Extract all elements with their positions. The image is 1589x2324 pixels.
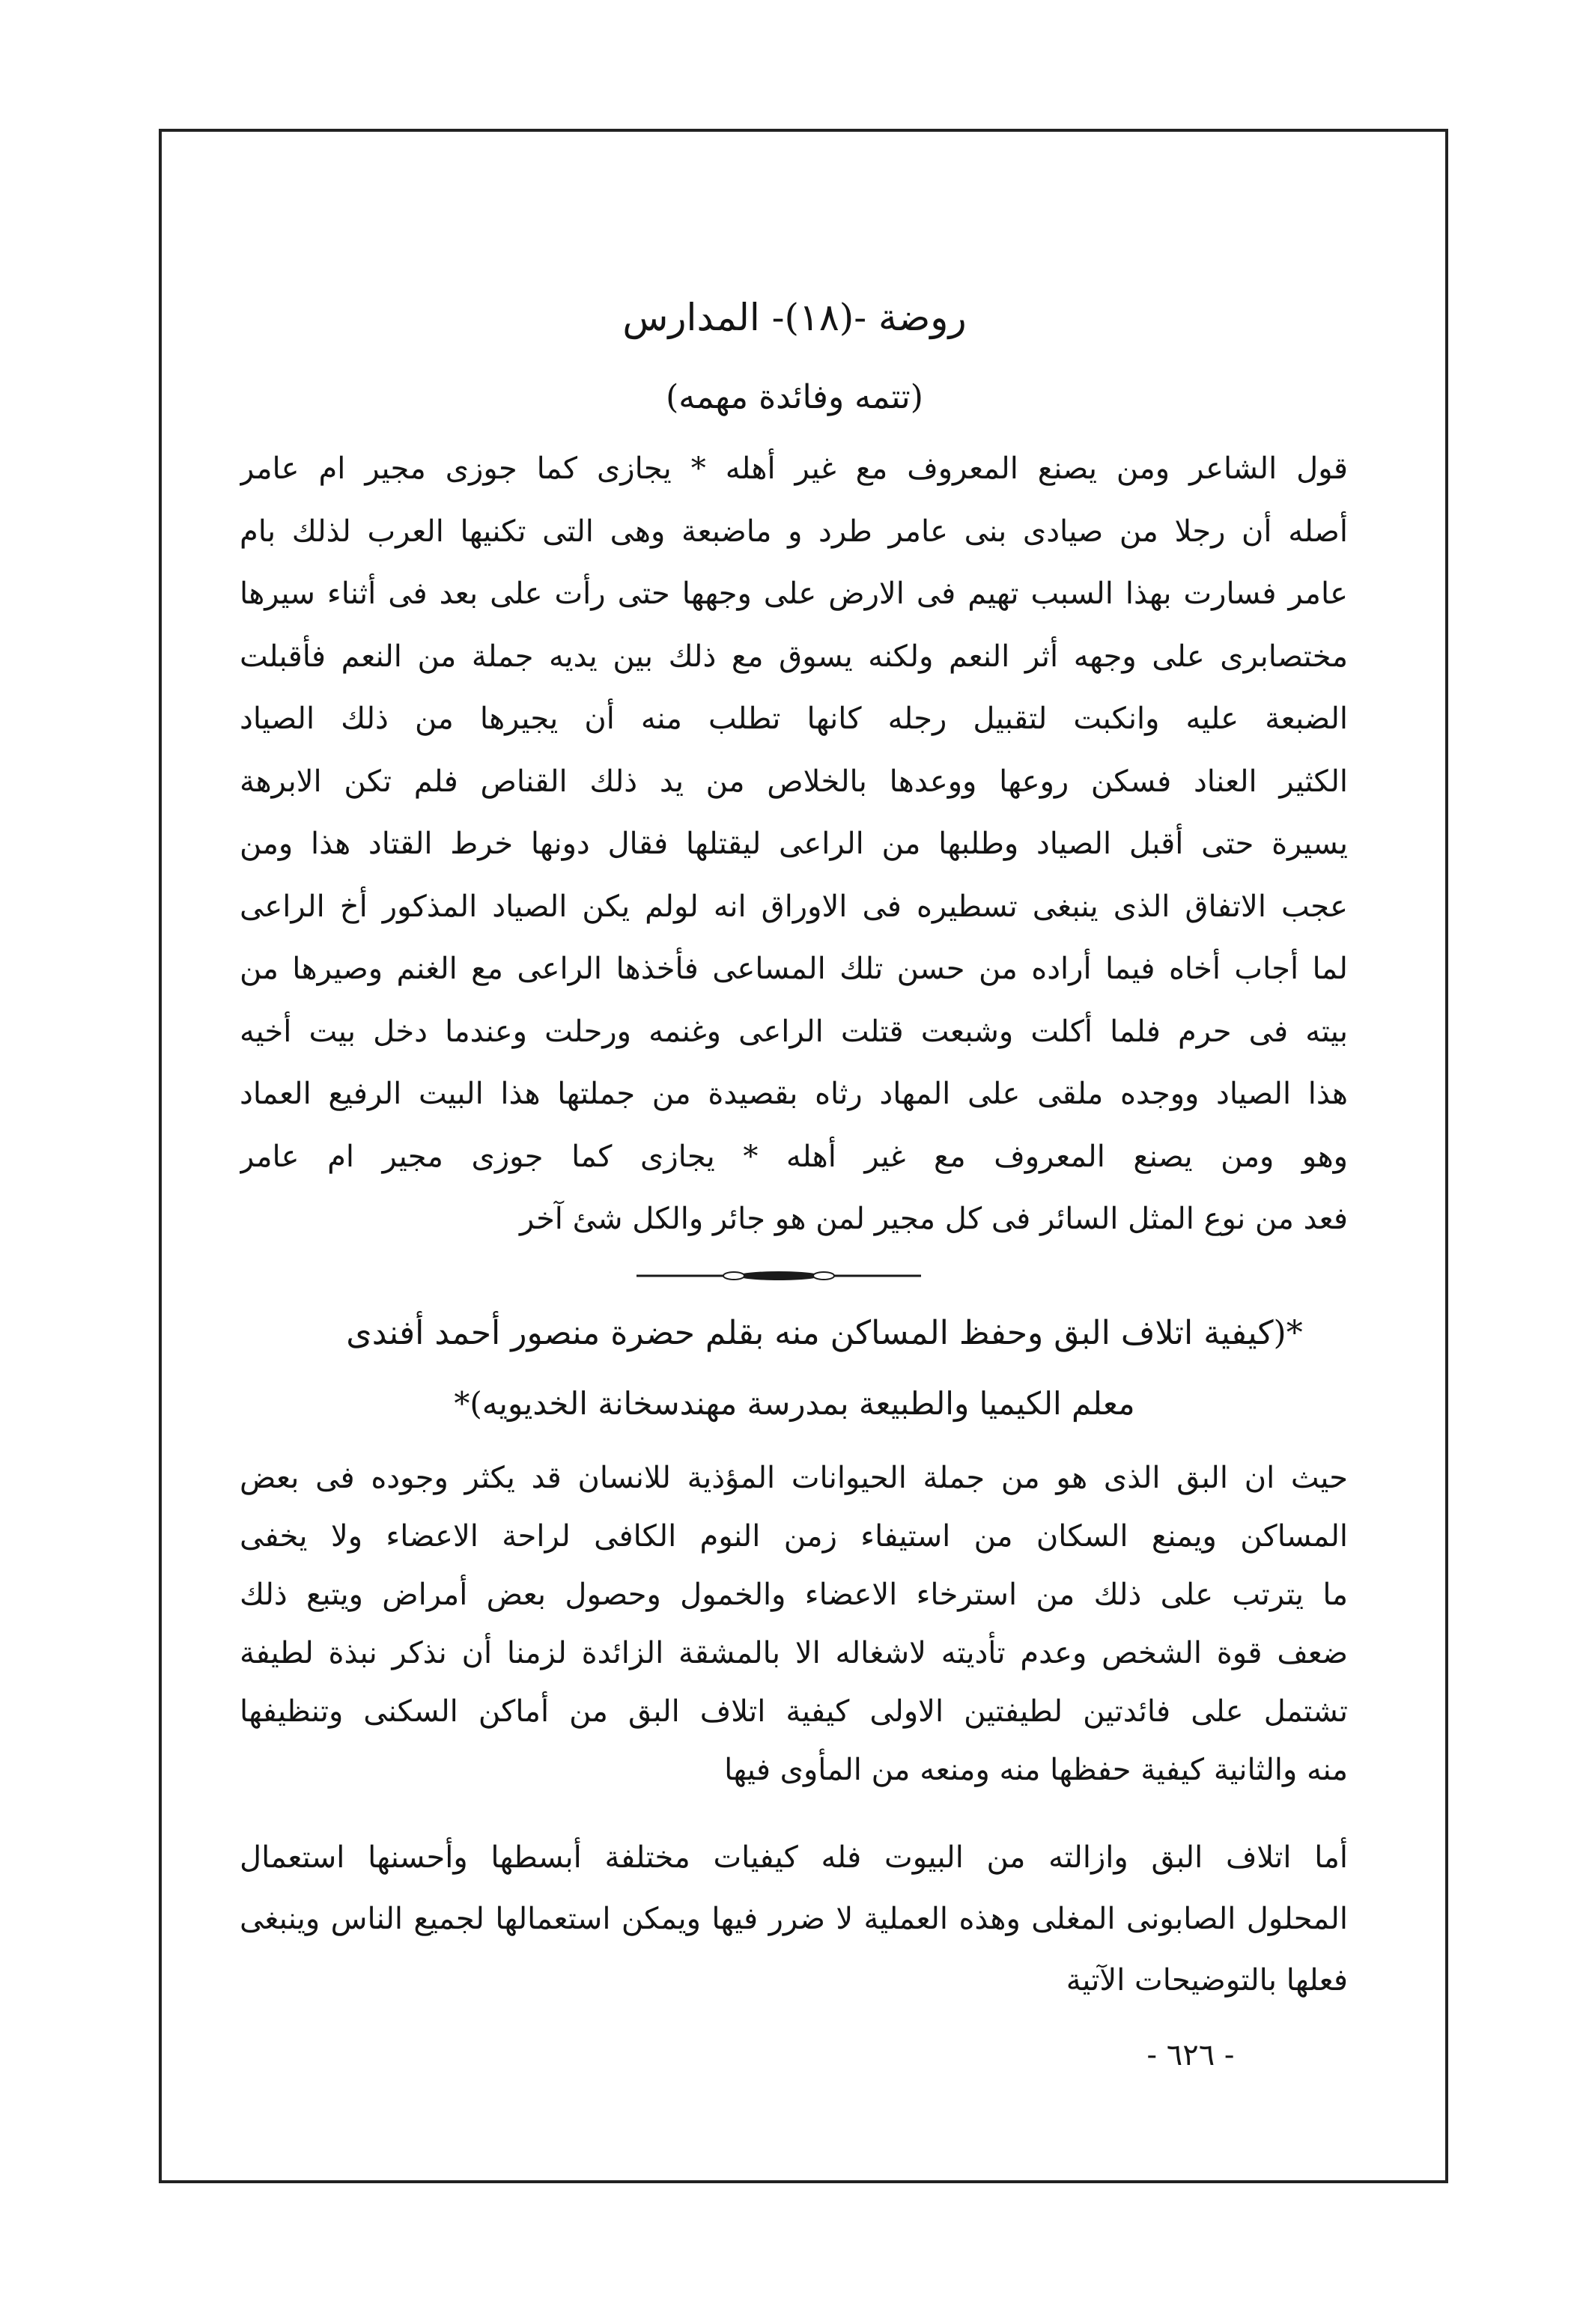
text-line: وهو ومن يصنع المعروف مع غير أهله * يجازى كما جوزى مجير ام عامر [240,1139,1348,1174]
text-line: حيث ان البق الذى هو من جملة الحيوانات المؤذية للانسان قد يكثر وجوده فى بعض [240,1461,1348,1495]
text-line: الكثير العناد فسكن روعها ووعدها بالخلاص من يد ذلك القناص فلم تكن الابرهة [240,764,1348,799]
text-line: فعد من نوع المثل السائر فى كل مجير لمن هو جائر والكل شئ آخر [520,1202,1348,1236]
ornamental-divider [636,1270,921,1282]
text-line: الضبعة عليه وانكبت لتقبيل رجله كانها تطلب منه أن يجيرها من ذلك الصياد [240,702,1348,736]
text-line: فعلها بالتوضيحات الآتية [1066,1963,1348,1998]
text-line: عجب الاتفاق الذى ينبغى تسطيره فى الاوراق انه لولم يكن الصياد المذكور أخ الراعى [240,889,1348,924]
text-line: أصله أن رجلا من صيادى بنى عامر طرد و ماضبعة وهى التى تكنيها العرب لذلك بام [240,514,1348,549]
text-line: تشتمل على فائدتين لطيفتين الاولى كيفية اتلاف البق من أماكن السكنى وتنظيفها [240,1694,1348,1729]
page-header-subtitle: (تتمه وفائدة مهمه) [666,378,923,416]
paragraph-bedbug-method [240,1827,1348,2011]
text-line: بيته فى حرم فلما أكلت وشبعت قتلت الراعى وغنمه ورحلت وعندما دخل بيت أخيه [240,1014,1348,1049]
text-line: يسيرة حتى أقبل الصياد وطلبها من الراعى ليقتلها فقال دونها خرط القتاد هذا ومن [240,827,1348,861]
text-line: لما أجاب أخاه فيما أراده من حسن تلك المساعى فأخذها الراعى مع الغنم وصيرها من [240,952,1348,986]
text-line: ما يترتب على ذلك من استرخاء الاعضاء والخمول وحصول بعض أمراض ويتبع ذلك [240,1578,1348,1612]
paragraph-bedbug-introduction [240,1449,1348,1799]
text-line: قول الشاعر ومن يصنع المعروف مع غير أهله * يجازى كما جوزى مجير ام عامر [240,451,1348,486]
text-line: ضعف قوة الشخص وعدم تأديته لاشغاله الا بالمشقة الزائدة لزمنا أن نذكر نبذة لطيفة [240,1636,1348,1670]
paragraph-proverb-explanation [240,438,1348,1251]
text-line: المساكن ويمنع السكان من استيفاء زمن النوم الكافى لراحة الاعضاء ولا يخفى [240,1519,1348,1554]
section-heading: *(كيفية اتلاف البق وحفظ المساكن منه بقلم حضرة منصور أحمد أفندى [346,1314,1303,1352]
text-line: منه والثانية كيفية حفظها منه ومنعه من المأوى فيها [724,1753,1348,1787]
page-number: - ٦٢٦ - [1146,2038,1235,2072]
text-line: المحلول الصابونى المغلى وهذه العملية لا ضرر فيها ويمكن استعمالها لجميع الناس وينبغى [240,1902,1348,1936]
text-line: عامر فسارت بهذا السبب تهيم فى الارض على وجهها حتى رأت على بعد فى أثناء سيرها [240,577,1348,611]
page-header-title: روضة -(١٨)- المدارس [622,296,967,339]
text-line: مختصابرى على وجهه أثر النعم ولكنه يسوق مع ذلك بين يديه جملة من النعم فأقبلت [240,639,1348,674]
section-heading-continuation: معلم الكيميا والطبيعة بمدرسة مهندسخانة الخديويه)* [454,1385,1135,1422]
text-line: أما اتلاف البق وازالته من البيوت فله كيفيات مختلفة أبسطها وأحسنها استعمال [240,1840,1348,1875]
text-line: هذا الصياد ووجده ملقى على المهاد رثاه بقصيدة من جملتها هذا البيت الرفيع العماد [240,1077,1348,1111]
